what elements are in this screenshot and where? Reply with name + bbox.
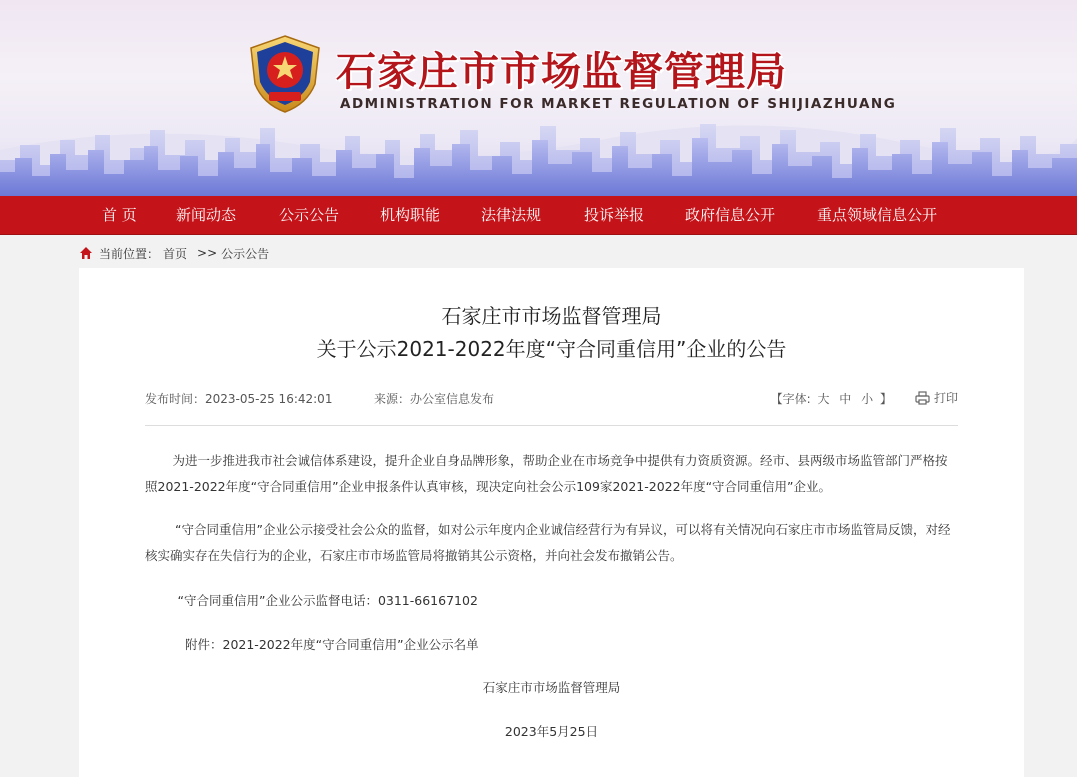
site-title: 石家庄市市场监督管理局 — [336, 48, 787, 95]
article-title-line2: 关于公示2021-2022年度“守合同重信用”企业的公告 — [316, 337, 787, 361]
print-button[interactable] — [915, 389, 958, 406]
nav-item-gov-info[interactable]: 政府信息公开 — [685, 206, 776, 224]
breadcrumb-separator: >> — [197, 246, 218, 260]
main-nav — [0, 196, 1077, 235]
nav-item-key-areas[interactable]: 重点领域信息公开 — [817, 206, 938, 224]
nav-item-home[interactable]: 首 页 — [102, 206, 137, 224]
attachment-link[interactable]: 附件：2021-2022年度“守合同重信用”企业公示名单 — [185, 637, 479, 652]
breadcrumb — [79, 244, 273, 262]
publish-time: 发布时间：2023-05-25 16:42:01 — [145, 392, 333, 406]
home-icon — [79, 246, 93, 260]
breadcrumb-current-link[interactable]: 公示公告 — [221, 246, 270, 261]
article-card — [79, 268, 1024, 777]
nav-item-laws[interactable]: 法律法规 — [481, 206, 542, 224]
meta-divider — [145, 425, 958, 426]
nav-item-organization[interactable]: 机构职能 — [380, 206, 441, 224]
font-label-close: 】 — [879, 392, 892, 406]
nav-item-announcements[interactable]: 公示公告 — [279, 206, 340, 224]
article-date: 2023年5月25日 — [504, 724, 599, 739]
paragraph-2: “守合同重信用”企业公示接受社会公众的监督，如对公示年度内企业诚信经营行为有异议，可以将有关情况向石家庄市市场监管局反馈，对经核实确实存在失信行为的企业，石家庄市市场监管局将撤销其公示资格，并向社会发布撤销公告。 — [145, 522, 951, 563]
site-subtitle: ADMINISTRATION FOR MARKET REGULATION OF SHIJIAZHUANG — [340, 96, 897, 112]
article-title-line1: 石家庄市市场监督管理局 — [441, 304, 662, 328]
emblem-logo — [247, 34, 323, 114]
header-banner — [0, 0, 1077, 196]
article-meta — [145, 390, 958, 410]
paragraph-3: “守合同重信用”企业公示监督电话：0311-66167102 — [177, 593, 478, 608]
nav-item-complaints[interactable]: 投诉举报 — [584, 206, 645, 224]
article-source: 来源：办公室信息发布 — [374, 392, 495, 406]
font-small-button[interactable]: 小 — [861, 392, 874, 406]
city-skyline-graphic — [0, 110, 1077, 196]
font-medium-button[interactable]: 中 — [839, 392, 852, 406]
paragraph-1: 为进一步推进我市社会诚信体系建设，提升企业自身品牌形象，帮助企业在市场竞争中提供有力资质资源。经市、县两级市场监管部门严格按照2021-2022年度“守合同重信用”企业申报条件认真审核，现决定向社会公示109家2021-2022年度“守合同重信用”企业。 — [145, 453, 948, 494]
font-size-control — [771, 390, 892, 407]
breadcrumb-home-link[interactable]: 首页 — [163, 246, 188, 261]
breadcrumb-label: 当前位置： — [99, 246, 160, 261]
font-large-button[interactable]: 大 — [817, 392, 830, 406]
print-label: 打印 — [933, 391, 958, 405]
nav-item-news[interactable]: 新闻动态 — [176, 206, 237, 224]
printer-icon — [915, 391, 930, 405]
signature: 石家庄市市场监督管理局 — [482, 680, 621, 695]
font-label-open: 【字体: — [770, 392, 811, 406]
